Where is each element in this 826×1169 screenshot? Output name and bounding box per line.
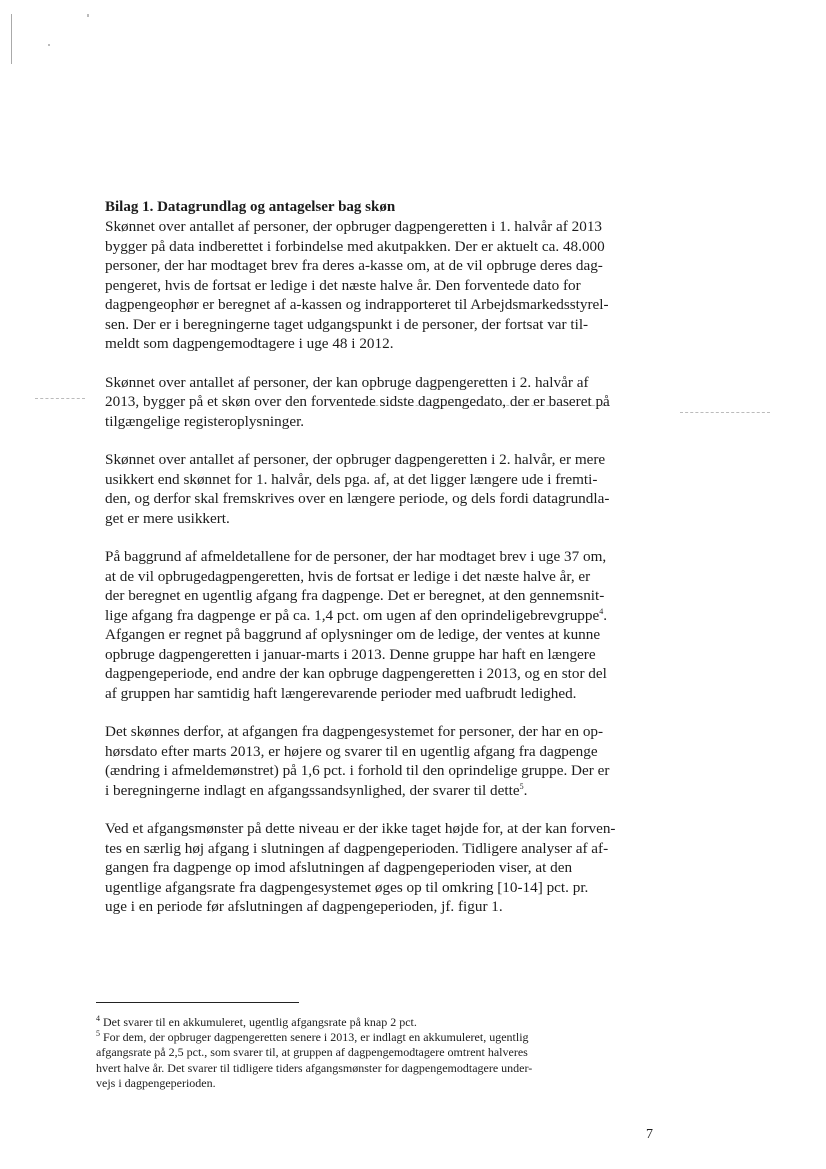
text-line: sen. Der er i beregningerne taget udgangspunkt i de personer, der fortsat var til- — [105, 315, 589, 333]
footnote-number: 4 — [96, 1014, 100, 1023]
text-line: (ændring i afmeldemønstret) på 1,6 pct. i forhold til den oprindelige gruppe. Der er — [105, 762, 610, 779]
footnote-number: 5 — [96, 1029, 100, 1039]
text-line: tilgængelige registeroplysninger. — [105, 412, 305, 430]
text-line: Afgangen er regnet på baggrund af oplysninger om de ledige, der ventes at kunne — [105, 626, 601, 643]
scan-artifact-dashes-right — [680, 412, 770, 413]
footnote-text: For dem, der opbruger dagpengeretten senere i 2013, er indlagt en akkumuleret, ugentlig — [103, 1030, 529, 1045]
footnote-line — [96, 1015, 616, 1030]
text-line-content: lige afgang fra dagpenge er på ca. 1,4 pct. om ugen af den oprindeligebrevgruppe — [105, 606, 600, 624]
page-number: 7 — [646, 1127, 653, 1142]
footnotes — [96, 1015, 616, 1091]
section-heading: Bilag 1. Datagrundlag og antagelser bag skøn — [105, 199, 396, 215]
text-line: gangen fra dagpenge op imod afslutningen af dagpengeperioden viser, at den — [105, 859, 573, 876]
paragraph-6 — [105, 819, 625, 917]
text-line: tes en særlig høj afgang i slutningen af dagpengeperioden. Tidligere analyser af af- — [105, 839, 609, 857]
scan-artifact-dot — [87, 14, 89, 17]
text-line: På baggrund af afmeldetallene for de personer, der har modtaget brev i uge 37 om, — [105, 548, 607, 565]
text-line: Skønnet over antallet af personer, der opbruger dagpengeretten i 2. halvår, er mere — [105, 451, 606, 468]
text-line: get er mere usikkert. — [105, 509, 230, 527]
paragraph-4 — [105, 547, 625, 703]
scan-artifact-dot — [48, 44, 50, 46]
footnote-line: hvert halve år. Det svarer til tidligere tiders afgangsmønster for dagpengemodtagere under- — [96, 1060, 533, 1075]
paragraph-2 — [105, 373, 625, 432]
footnote-line: afgangsrate på 2,5 pct., som svarer til, at gruppen af dagpengemodtagere omtrent halveres — [96, 1045, 528, 1060]
text-line: der beregnet en ugentlig afgang fra dagpenge. Det er beregnet, at den gennemsnit- — [105, 587, 605, 604]
paragraph-5 — [105, 722, 625, 800]
paragraph-3 — [105, 450, 625, 528]
text-line: meldt som dagpengemodtagere i uge 48 i 2012. — [105, 335, 394, 352]
text-line: Skønnet over antallet af personer, der kan opbruge dagpengeretten i 2. halvår af — [105, 373, 589, 391]
text-line: Ved et afgangsmønster på dette niveau er der ikke taget højde for, at der kan forven- — [105, 820, 616, 837]
text-line: den, og derfor skal fremskrives over en længere periode, og dels fordi datagrundla- — [105, 490, 610, 507]
text-line: opbruge dagpengeretten i januar-marts i 2013. Denne gruppe har haft en længere — [105, 645, 596, 663]
footnote-text: Det svarer til en akkumuleret, ugentlig afgangsrate på knap 2 pct. — [103, 1015, 417, 1029]
footnote-line — [96, 1030, 616, 1045]
footnote-ref-4[interactable]: 4 — [599, 606, 604, 616]
footnote-line: vejs i dagpengeperioden. — [96, 1075, 216, 1090]
text-line — [105, 781, 625, 801]
text-line: Det skønnes derfor, at afgangen fra dagpengesystemet for personer, der har en op- — [105, 723, 604, 740]
text-line: dagpengeophør er beregnet af a-kassen og indrapporteret til Arbejdsmarkedsstyrel- — [105, 296, 609, 313]
text-line — [105, 606, 625, 626]
text-line: hørsdato efter marts 2013, er højere og svarer til en ugentlig afgang fra dagpenge — [105, 742, 598, 760]
text-line-end: . — [603, 606, 608, 624]
footnote-divider — [96, 1002, 299, 1003]
text-line: at de vil opbrugedagpengeretten, hvis de fortsat er ledige i det næste halve år, er — [105, 567, 591, 585]
text-line: af gruppen har samtidig haft længerevarende perioder med uafbrudt ledighed. — [105, 684, 577, 702]
scan-artifact-dashes-left — [35, 398, 85, 399]
scan-artifact-left-line — [11, 14, 12, 64]
text-line: bygger på data indberettet i forbindelse med akutpakken. Der er aktuelt ca. 48.000 — [105, 237, 605, 255]
text-line: Skønnet over antallet af personer, der opbruger dagpengeretten i 1. halvår af 2013 — [105, 218, 603, 235]
text-line: ugentlige afgangsrate fra dagpengesystemet øges op til omkring [10-14] pct. pr. — [105, 878, 589, 896]
text-line-content: i beregningerne indlagt en afgangssandsynlighed, der svarer til dette — [105, 781, 520, 799]
text-line: pengeret, hvis de fortsat er ledige i det næste halve år. Den forventede dato for — [105, 276, 581, 294]
footnote-ref-5[interactable]: 5 — [519, 781, 524, 791]
text-line-end: . — [523, 781, 528, 799]
text-line: 2013, bygger på et skøn over den forventede sidste dagpengedato, der er baseret på — [105, 393, 610, 410]
text-line: personer, der har modtaget brev fra deres a-kasse om, at de vil opbruge deres dag- — [105, 257, 603, 274]
main-content — [105, 198, 625, 917]
footnote-4 — [96, 1015, 616, 1030]
footnote-5 — [96, 1030, 616, 1091]
text-line: dagpengeperiode, end andre der kan opbruge dagpengeretten i 2013, og en stor del — [105, 665, 607, 682]
paragraph-1 — [105, 217, 625, 354]
text-line: uge i en periode før afslutningen af dagpengeperioden, jf. figur 1. — [105, 898, 503, 915]
text-line: usikkert end skønnet for 1. halvår, dels pga. af, at det ligger længere ude i fremti- — [105, 470, 598, 488]
